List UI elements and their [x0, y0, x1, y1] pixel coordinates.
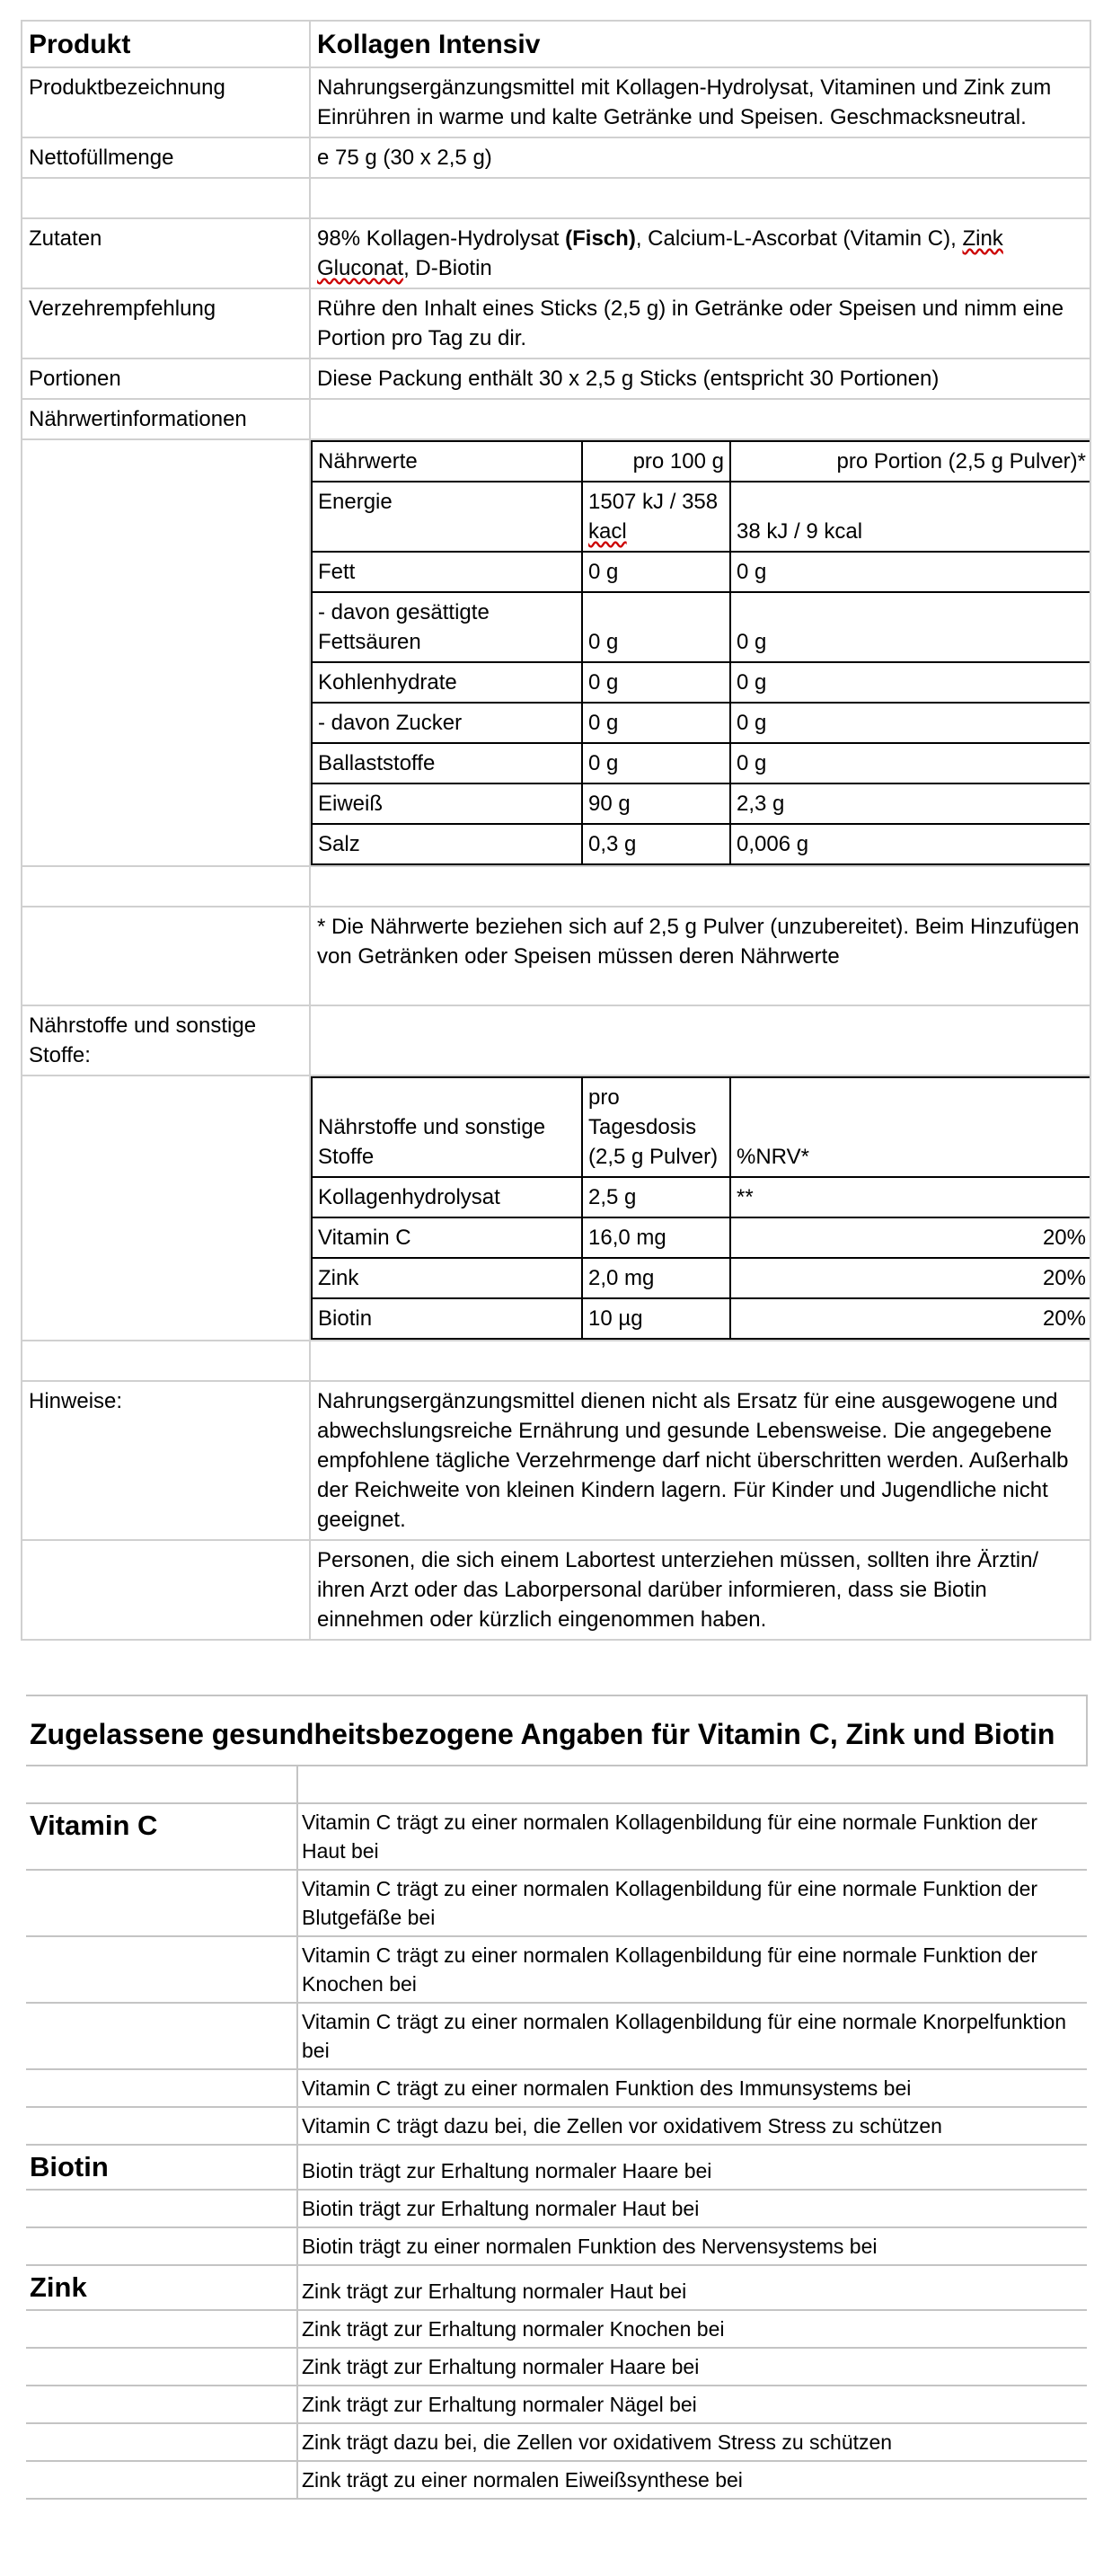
table-row [22, 137, 1090, 178]
column-header: pro 100 g [582, 441, 730, 482]
substance-dose: 10 µg [582, 1298, 730, 1339]
claim-text: Zink trägt zur Erhaltung normaler Nägel bei [297, 2386, 1087, 2423]
nutrition-header-row [312, 441, 1090, 482]
notes-text: Nahrungsergänzungsmittel dienen nicht als Ersatz für eine ausgewogene und abwechslungsreiche Ernährung und gesunde Lebensweise. Die angegebene empfohlene tägliche Verzehrmenge darf nicht überschritten werden. Außerhalb der Reichweite von kleinen Kindern lagern. Für Kinder und Jugendliche nicht geeignet. [310, 1381, 1090, 1540]
nutrient-per100: 0 g [582, 552, 730, 592]
nutrient-per100: 0 g [582, 743, 730, 783]
claim-row [26, 2386, 1087, 2423]
table-row [22, 67, 1090, 137]
nutrition-footnote: * Die Nährwerte beziehen sich auf 2,5 g Pulver (unzubereitet). Beim Hinzufügen von Getränken oder Speisen müssen deren Nährwerte [310, 907, 1090, 1005]
nutrient-label-biotin: Biotin [26, 2145, 297, 2190]
substance-name: Vitamin C [312, 1217, 582, 1258]
claim-text: Vitamin C trägt zu einer normalen Kollagenbildung für eine normale Funktion der Blutgefäße bei [297, 1870, 1087, 1936]
table-row [312, 703, 1090, 743]
ingredients-text: , Calcium-L-Ascorbat (Vitamin C), [635, 226, 963, 251]
nutrient-per100: 0 g [582, 662, 730, 703]
substance-dose: 16,0 mg [582, 1217, 730, 1258]
table-row [22, 1005, 1090, 1076]
substance-nrv: 20% [730, 1258, 1090, 1298]
notes-text: Personen, die sich einem Labortest unterziehen müssen, sollten ihre Ärztin/ ihren Arzt oder das Laborpersonal darüber informieren, dass sie Biotin einnehmen oder kürzlich eingenommen haben. [310, 1540, 1090, 1640]
claim-row [26, 2107, 1087, 2145]
row-value: Diese Packung enthält 30 x 2,5 g Sticks (entspricht 30 Portionen) [310, 359, 1090, 399]
table-row [312, 1258, 1090, 1298]
nutrition-row [22, 439, 1090, 866]
nutrient-portion: 0 g [730, 552, 1090, 592]
column-header: pro Tagesdosis (2,5 g Pulver) [582, 1077, 730, 1177]
claim-text: Zink trägt zur Erhaltung normaler Haare bei [297, 2348, 1087, 2386]
health-claims-table [26, 1695, 1088, 2500]
product-name: Kollagen Intensiv [310, 21, 1090, 67]
claim-row [26, 2348, 1087, 2386]
claim-row [26, 1803, 1087, 1870]
spellcheck-marked-text: Zink Gluconat [317, 226, 1003, 280]
row-label: Verzehrempfehlung [22, 288, 310, 359]
claim-text: Biotin trägt zur Erhaltung normaler Haare bei [297, 2145, 1087, 2190]
blank-row [22, 1341, 1090, 1381]
claim-row [26, 2265, 1087, 2310]
nutrient-portion: 0 g [730, 743, 1090, 783]
table-row [312, 482, 1090, 552]
substance-nrv: 20% [730, 1298, 1090, 1339]
claims-title: Zugelassene gesundheitsbezogene Angaben für Vitamin C, Zink und Biotin [26, 1695, 1087, 1766]
table-row [312, 552, 1090, 592]
nutrient-name: Ballaststoffe [312, 743, 582, 783]
row-value: e 75 g (30 x 2,5 g) [310, 137, 1090, 178]
product-header-label: Produkt [22, 21, 310, 67]
nutrient-name: Salz [312, 824, 582, 864]
table-row [312, 1298, 1090, 1339]
claim-text: Zink trägt zu einer normalen Eiweißsynthese bei [297, 2461, 1087, 2499]
nutrition-table [311, 440, 1090, 865]
claim-row [26, 2190, 1087, 2227]
claim-row [26, 2069, 1087, 2107]
table-row [22, 1540, 1090, 1640]
table-row [22, 288, 1090, 359]
row-label: Portionen [22, 359, 310, 399]
nutrient-portion: 0 g [730, 703, 1090, 743]
row-label: Nährstoffe und sonstige Stoffe: [22, 1005, 310, 1076]
product-header-row [22, 21, 1090, 67]
ingredients-text: 98% Kollagen-Hydrolysat [317, 226, 566, 251]
nutrient-name: Energie [312, 482, 582, 552]
nutrient-portion: 38 kJ / 9 kcal [730, 482, 1090, 552]
claim-text: Zink trägt zur Erhaltung normaler Knochen bei [297, 2310, 1087, 2348]
row-label: Nährwertinformationen [22, 399, 310, 439]
table-row [22, 359, 1090, 399]
row-value: Rühre den Inhalt eines Sticks (2,5 g) in Getränke oder Speisen und nimm eine Portion pro Tag zu dir. [310, 288, 1090, 359]
claim-text: Zink trägt zur Erhaltung normaler Haut bei [297, 2265, 1087, 2310]
table-row [312, 824, 1090, 864]
table-row [312, 1177, 1090, 1217]
claim-text: Vitamin C trägt dazu bei, die Zellen vor oxidativem Stress zu schützen [297, 2107, 1087, 2145]
nutrient-name: - davon Zucker [312, 703, 582, 743]
claim-row [26, 2145, 1087, 2190]
claim-text: Vitamin C trägt zu einer normalen Funktion des Immunsystems bei [297, 2069, 1087, 2107]
nutrient-per100: 0,3 g [582, 824, 730, 864]
claim-text: Zink trägt dazu bei, die Zellen vor oxidativem Stress zu schützen [297, 2423, 1087, 2461]
nutrient-per100: 90 g [582, 783, 730, 824]
product-info-table [21, 20, 1091, 1641]
claim-row [26, 2227, 1087, 2265]
claim-row [26, 1870, 1087, 1936]
substance-nrv: ** [730, 1177, 1090, 1217]
claim-text: Biotin trägt zur Erhaltung normaler Haut bei [297, 2190, 1087, 2227]
blank-row [22, 866, 1090, 907]
claim-row [26, 2461, 1087, 2499]
nutrient-per100: 0 g [582, 703, 730, 743]
substance-name: Zink [312, 1258, 582, 1298]
nutrient-portion: 0,006 g [730, 824, 1090, 864]
table-row [312, 783, 1090, 824]
claim-row [26, 2310, 1087, 2348]
nutrient-portion: 0 g [730, 592, 1090, 662]
substance-nrv: 20% [730, 1217, 1090, 1258]
table-row [22, 399, 1090, 439]
nutrient-label-zink: Zink [26, 2265, 297, 2310]
blank-row [22, 178, 1090, 218]
substances-table [311, 1076, 1090, 1340]
row-label: Hinweise: [22, 1381, 310, 1540]
column-header: Nährstoffe und sonstige Stoffe [312, 1077, 582, 1177]
row-label: Zutaten [22, 218, 310, 288]
column-header: %NRV* [730, 1077, 1090, 1177]
claim-text: Biotin trägt zu einer normalen Funktion des Nervensystems bei [297, 2227, 1087, 2265]
nutrient-name: Fett [312, 552, 582, 592]
nutrient-portion: 2,3 g [730, 783, 1090, 824]
nutrient-name: Kohlenhydrate [312, 662, 582, 703]
table-row [22, 218, 1090, 288]
nutrient-label-vitamin-c: Vitamin C [26, 1803, 297, 1870]
claim-row [26, 2003, 1087, 2069]
nutrient-portion: 0 g [730, 662, 1090, 703]
ingredients-text: , D-Biotin [403, 256, 492, 280]
column-header: Nährwerte [312, 441, 582, 482]
column-header: pro Portion (2,5 g Pulver)* [730, 441, 1090, 482]
substance-name: Kollagenhydrolysat [312, 1177, 582, 1217]
substance-dose: 2,0 mg [582, 1258, 730, 1298]
claims-title-row [26, 1695, 1087, 1766]
table-row [22, 907, 1090, 1005]
table-row [312, 662, 1090, 703]
allergen-text: (Fisch) [565, 226, 636, 251]
row-value: Nahrungsergänzungsmittel mit Kollagen-Hydrolysat, Vitaminen und Zink zum Einrühren in warme und kalte Getränke und Speisen. Geschmacksneutral. [310, 67, 1090, 137]
substances-header-row [312, 1077, 1090, 1177]
table-row [22, 1381, 1090, 1540]
claim-row [26, 1936, 1087, 2003]
nutrient-per100: 0 g [582, 592, 730, 662]
row-label: Nettofüllmenge [22, 137, 310, 178]
substances-row [22, 1076, 1090, 1341]
nutrient-name: - davon gesättigte Fettsäuren [312, 592, 582, 662]
table-row [312, 1217, 1090, 1258]
claim-text: Vitamin C trägt zu einer normalen Kollagenbildung für eine normale Knorpelfunktion bei [297, 2003, 1087, 2069]
table-row [312, 743, 1090, 783]
substance-name: Biotin [312, 1298, 582, 1339]
blank-row [26, 1766, 1087, 1803]
claim-text: Vitamin C trägt zu einer normalen Kollagenbildung für eine normale Funktion der Haut bei [297, 1803, 1087, 1870]
nutrient-name: Eiweiß [312, 783, 582, 824]
substance-dose: 2,5 g [582, 1177, 730, 1217]
ingredients-value [310, 218, 1090, 288]
nutrient-per100: 1507 kJ / 358 kacl [582, 482, 730, 552]
claim-row [26, 2423, 1087, 2461]
row-label: Produktbezeichnung [22, 67, 310, 137]
claim-text: Vitamin C trägt zu einer normalen Kollagenbildung für eine normale Funktion der Knochen bei [297, 1936, 1087, 2003]
table-row [312, 592, 1090, 662]
